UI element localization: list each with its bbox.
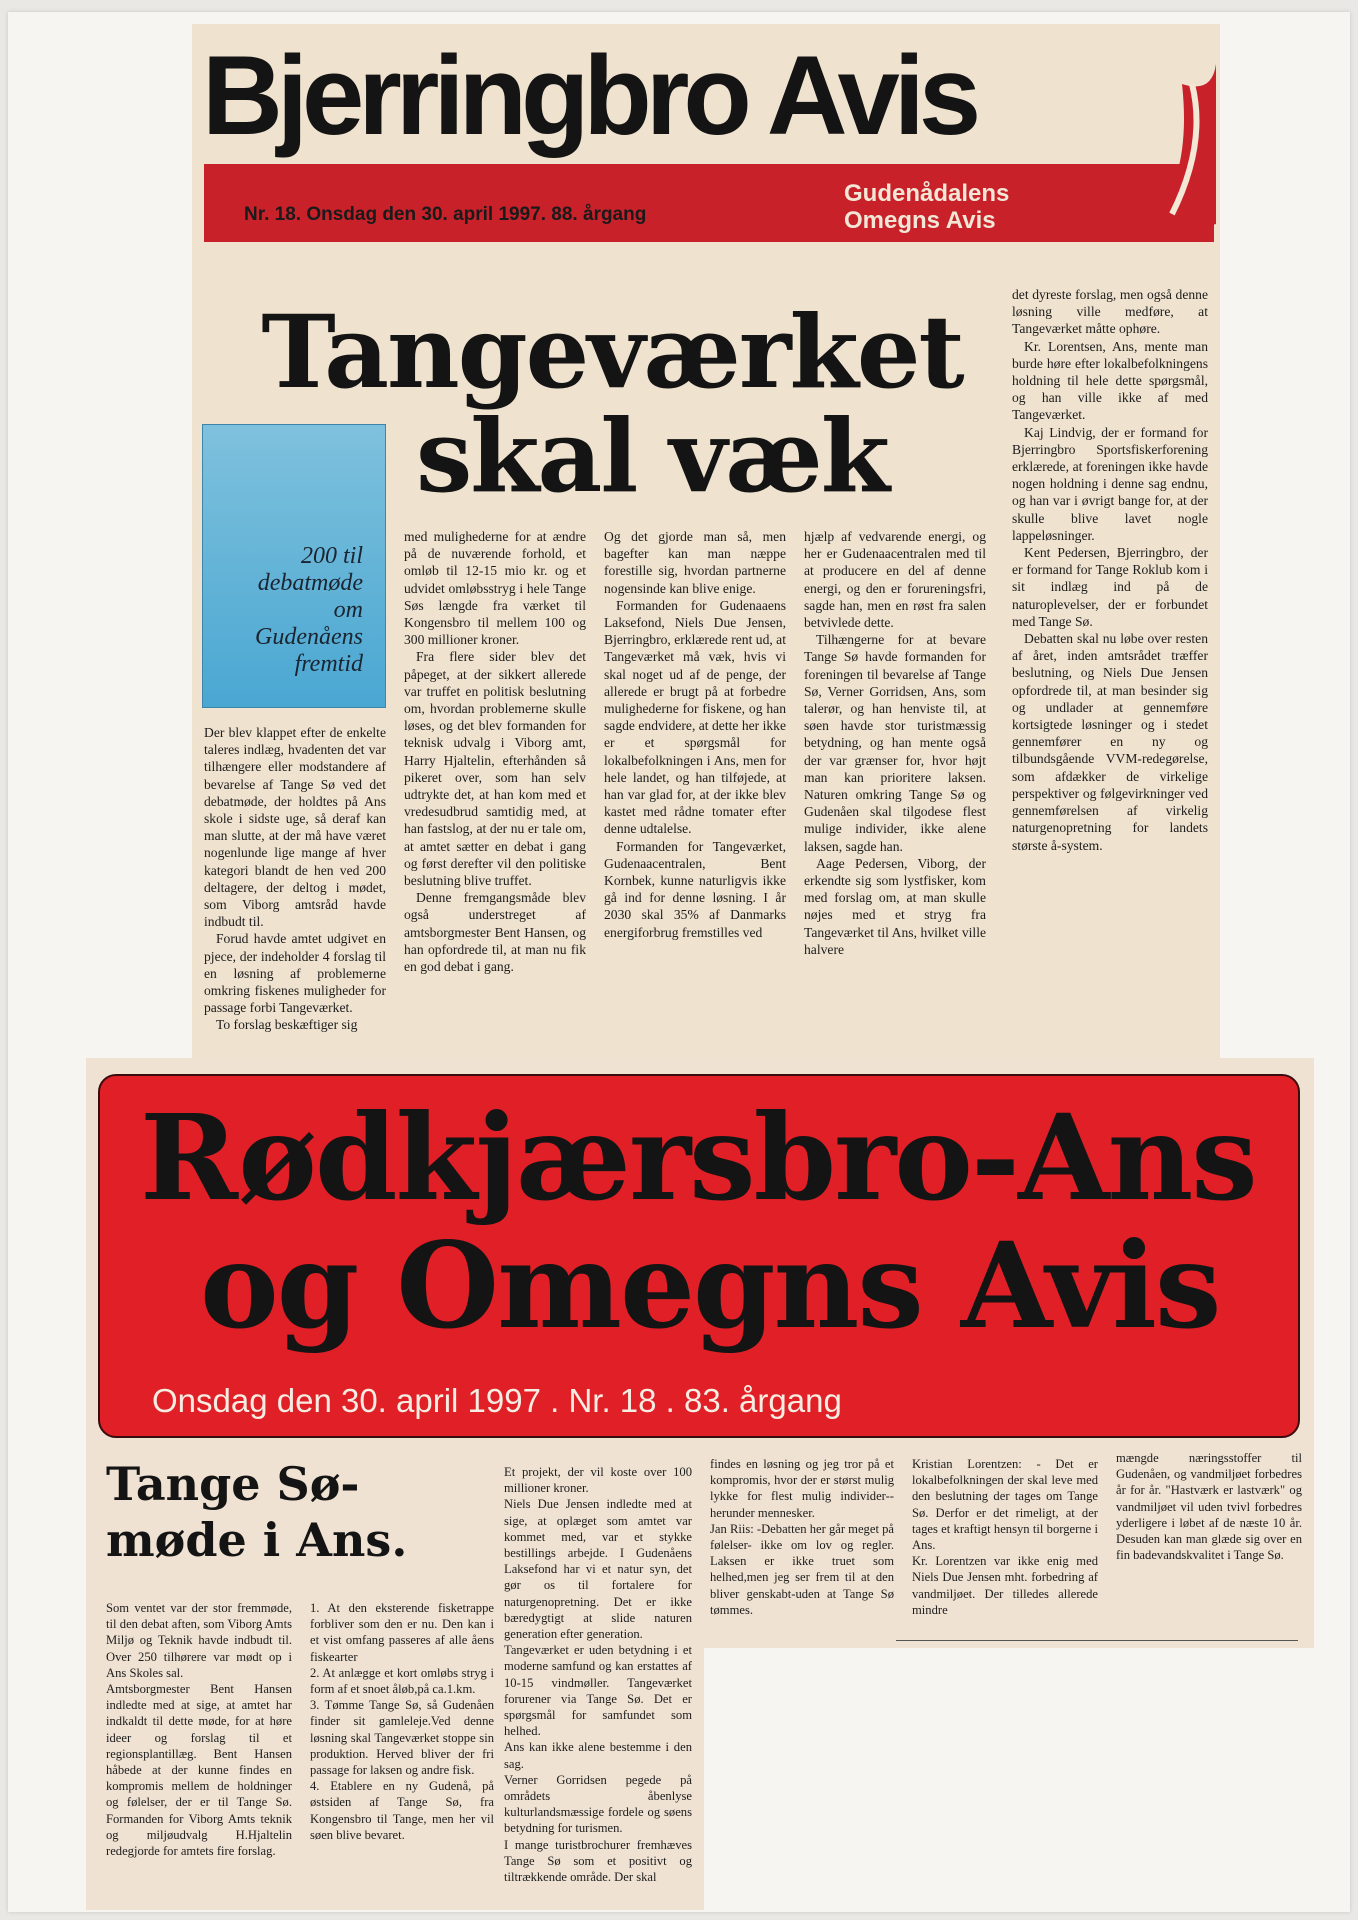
masthead-rodkjaersbro xyxy=(98,1074,1300,1438)
paragraph: med mulighederne for at ændre på de nuværende forhold, et omløb til 12-15 mio kr. og et udvidet omløbsstryg i hele Tange Søs længde fra værket til Kongensbro til mellem 100 og 300 millioner kroner. xyxy=(404,529,586,648)
newspaper-title: Bjerringbro Avis xyxy=(202,33,976,158)
paragraph: Kr. Lorentsen, Ans, mente man burde høre efter lokalbefolkningens holdning til hele dette spørgsmål, og han ville ikke af med Tangeværket. xyxy=(1012,338,1208,423)
article2-column-5 xyxy=(912,1456,1098,1642)
article2-column-1 xyxy=(106,1600,292,1906)
article-column-1 xyxy=(204,724,386,1064)
paragraph: Tilhængerne for at bevare Tange Sø havde formanden for foreningen til bevarelse af Tange Sø, Verner Gorridsen, Ans, som talerør, og han henviste til, at søen havde stor turistmæssig betydning, og han mente også der var grænser for, hvor højt man kan prioritere laksen. Naturen omkring Tange Sø og Gudenåen skal tilgodese flest mulige individer, ikke alene laksen, sagde han. xyxy=(804,632,986,854)
paragraph: 4. Etablere en ny Gudenå, på østsiden af Tange Sø, fra Kongensbro til Tange, men her vil søen blive bevaret. xyxy=(310,1779,494,1842)
issue-line: Nr. 18. Onsdag den 30. april 1997. 88. årgang xyxy=(244,204,647,225)
article-column-2 xyxy=(404,528,586,1062)
paragraph: Som ventet var der stor fremmøde, til den debat aften, som Viborg Amts Miljø og Teknik havde indbudt til. Over 250 tilhørere var mødt op i Ans Skoles sal. xyxy=(106,1601,292,1680)
paragraph: Formanden for Gudenaaens Laksefond, Niels Due Jensen, Bjerringbro, erklærede rent ud, at Tangeværket må væk, hvis vi skal noget ud af de penge, der allerede er brugt på at forbedre mulighederne for fiskene, og han sagde endvidere, at dette her ikke er et spørgsmål for lokalbefolkningen i Ans, men for hele landet, og han tilføjede, at han var glad for, at der ikke blev kastet med rådne tomater efter denne udtalelse. xyxy=(604,597,786,837)
headline-line-1: Tangeværket xyxy=(261,293,963,411)
article2-column-2 xyxy=(310,1600,494,1906)
article-column-5 xyxy=(1012,286,1208,1006)
paragraph: findes en løsning og jeg tror på et kompromis, hvor der er størst mulig lykke for flest mulig individer--herunder mennesker. xyxy=(710,1457,894,1520)
blue-sidebox xyxy=(202,424,386,708)
paragraph: Og det gjorde man så, men bagefter kan man næppe forestille sig, hvordan partnerne nogensinde kan blive enige. xyxy=(604,529,786,596)
paragraph: Debatten skal nu løbe over resten af året, inden amtsrådet træffer beslutning, og Niels Due Jensen opfordrede til, at man besinder sig og undlader at gennemføre kortsigtede løsninger og i stedet gennemfører en ny og tilbundsgående VVM-redegørelse, som afdækker de virkelige perspektiver og følgevirkninger ved gennemførelsen af virkelig naturgenopretning for landets største å-system. xyxy=(1012,631,1208,853)
paragraph: Et projekt, der vil koste over 100 millioner kroner. xyxy=(504,1465,692,1496)
sidebox-text: 200 til debatmøde om Gudenåens fremtid xyxy=(255,543,363,677)
masthead-bjerringbro xyxy=(192,24,1220,254)
paragraph: Ans kan ikke alene bestemme i den sag. xyxy=(504,1740,692,1771)
paragraph: Kent Pedersen, Bjerringbro, der er formand for Tange Roklub kom i sit indlæg ind på de naturoplevelser, der er forbundet med Tange Sø. xyxy=(1012,545,1208,629)
paragraph: Kaj Lindvig, der er formand for Bjerringbro Sportsfiskerforening erklærede, at foreningen ikke havde nogen holdning i denne sag endnu, og han var i øvrigt bange for, at der skulle blive lavet nogle lappeløsninger. xyxy=(1012,424,1208,543)
newspaper-title-2 xyxy=(140,1088,1256,1355)
article-column-3 xyxy=(604,528,786,1032)
paragraph: To forslag beskæftiger sig xyxy=(216,1017,358,1033)
article2-column-3 xyxy=(504,1464,692,1906)
paragraph: Forud havde amtet udgivet en pjece, der indeholder 4 forslag til en løsning af problemerne omkring fiskenes muligheder for passage forbi Tangeværket. xyxy=(204,931,386,1016)
paragraph: Tangeværket er uden betydning i et moderne samfund og kan erstattes af 10-15 vindmøller. Tangeværket forurener via Tange Sø. Det er spørgsmål for samfundet som helhed. xyxy=(504,1643,692,1739)
paragraph: 3. Tømme Tange Sø, så Gudenåen finder sit gamleleje.Ved denne løsning skal Tangeværket stoppe sin produktion. Herved bliver der fri passage for laksen og andre fisk. xyxy=(310,1698,494,1778)
paragraph: Formanden for Tangeværket, Gudenaacentralen, Bent Kornbek, kunne naturligvis ikke gå ind for denne løsning. I år 2030 skal 35% af Danmarks energiforbrug fremstilles ved xyxy=(604,838,786,940)
paragraph: Kr. Lorentzen var ikke enig med Niels Due Jensen mht. forbedring af vandmiljøet. Der tilledes allerede mindre xyxy=(912,1554,1098,1617)
column-rule xyxy=(896,1640,1298,1641)
paragraph: hjælp af vedvarende energi, og her er Gudenaacentralen med til at producere en del af denne energi, og den er forureningsfri, sagde han, men en røst fra salen betvivlede dette. xyxy=(804,529,986,631)
headline-line-2: skal væk xyxy=(415,397,889,515)
date-line: Onsdag den 30. april 1997 . Nr. 18 . 83. årgang xyxy=(152,1382,842,1419)
article-column-4 xyxy=(804,528,986,1032)
paragraph: Verner Gorridsen pegede på områdets åbenlyse kulturlandsmæssige fordele og søens betydning for turismen. xyxy=(504,1772,692,1836)
article-headline-2: Tange Sø- møde i Ans. xyxy=(106,1457,408,1567)
title-line-2: og Omegns Avis xyxy=(200,1216,1220,1355)
title-line-1: Rødkjærsbro-Ans xyxy=(140,1088,1256,1227)
paragraph: Denne fremgangsmåde blev også understreget af amtsborgmester Bent Hansen, og han opfordrede til, at man nu fik en god debat i gang. xyxy=(404,890,586,975)
paragraph: Der blev klappet efter de enkelte taleres indlæg, hvadenten det var tilhængere eller modstandere af bevarelse af Tange Sø ved det debatmøde, der holdtes på Ans skole i sidste uge, så deraf kan man slutte, at der må have været nogenlunde lige mange af hver kategori blandt de hen ved 200 deltagere, der deltog i mødet, som Viborg amtsråd havde indbudt til. xyxy=(204,725,386,930)
clipping-bjerringbro-avis xyxy=(192,24,1220,1066)
paragraph: Jan Riis: -Debatten her går meget på følelser- ikke om lov og regler. Laksen er ikke truet som helhed,men jeg ser frem til at den bliver genskabt-uden at Tange Sø tømmes. xyxy=(710,1521,894,1617)
paragraph: 2. At anlægge et kort omløbs stryg i form af et snoet åløb,på ca.1.km. xyxy=(310,1665,494,1697)
article2-column-4 xyxy=(710,1456,894,1642)
paragraph: I mange turistbrochurer fremhæves Tange Sø som et positivt og tiltrækkende område. Der skal xyxy=(504,1837,692,1885)
paragraph: Kristian Lorentzen: - Det er lokalbefolkningen der skal leve med den beslutning der tages om Tange Sø. Derfor er det rimeligt, at der tages et kraftigt hensyn til borgerne i Ans. xyxy=(912,1457,1098,1553)
paragraph: 1. At den eksterende fisketrappe forbliver som den er nu. Den kan i et vist omfang passeres af alle åens fiskearter xyxy=(310,1601,494,1664)
paragraph: Niels Due Jensen indledte med at sige, at oplæget som amtet var kommet med, var et stykke bestillings arbejde. I Gudenåens Laksefond har vi et natur syn, det gør os til fortalere for naturgenopretning. Det er ikke bæredygtigt at slide naturen generation efter generation. xyxy=(504,1497,692,1642)
paragraph: det dyreste forslag, men også denne løsning ville medføre, at Tangeværket måtte ophøre. xyxy=(1012,287,1208,337)
paragraph: Aage Pedersen, Viborg, der erkendte sig som lystfisker, kom med forslag om, at man skulle nøjes med et stryg fra Tangeværket til Ans, hvilket ville halvere xyxy=(804,855,986,957)
region-subtitle: Gudenådalens Omegns Avis xyxy=(844,180,1010,234)
paragraph: mængde næringsstoffer til Gudenåen, og vandmiljøet forbedres år for år. "Hastværk er lastværk" og vandmiljøet vil uden tvivl forbedres yderligere i løbet af de næste 10 år. Desuden kan man glæde sig over en fin badevandskvalitet i Tange Sø. xyxy=(1116,1451,1302,1563)
paragraph: Fra flere sider blev det påpeget, at der sikkert allerede var truffet en politisk beslutning om, hvordan problemerne skulle løses, og det blev formanden for teknisk udvalg i Viborg amt, Harry Hjaltelin, efterhånden så pikeret over, som han selv udtrykte det, at han kom med et vredesudbrud samtidig med, at han fastslog, at der nu er tale om, at amtet sætter en debat i gang og først derefter vil den politiske beslutning blive truffet. xyxy=(404,649,586,889)
article2-column-6 xyxy=(1116,1450,1302,1636)
paragraph: Amtsborgmester Bent Hansen indledte med at sige, at amtet har indkaldt til dette møde, for at høre ideer og forslag til et regionsplantillæg. Bent Hansen håbede at der kunne findes en kompromis mellem de holdninger og følelser, der er til Tange Sø. Formanden for Viborg Amts teknik og miljøudvalg H.Hjaltelin redegjorde for amtets fire forslag. xyxy=(106,1682,292,1859)
